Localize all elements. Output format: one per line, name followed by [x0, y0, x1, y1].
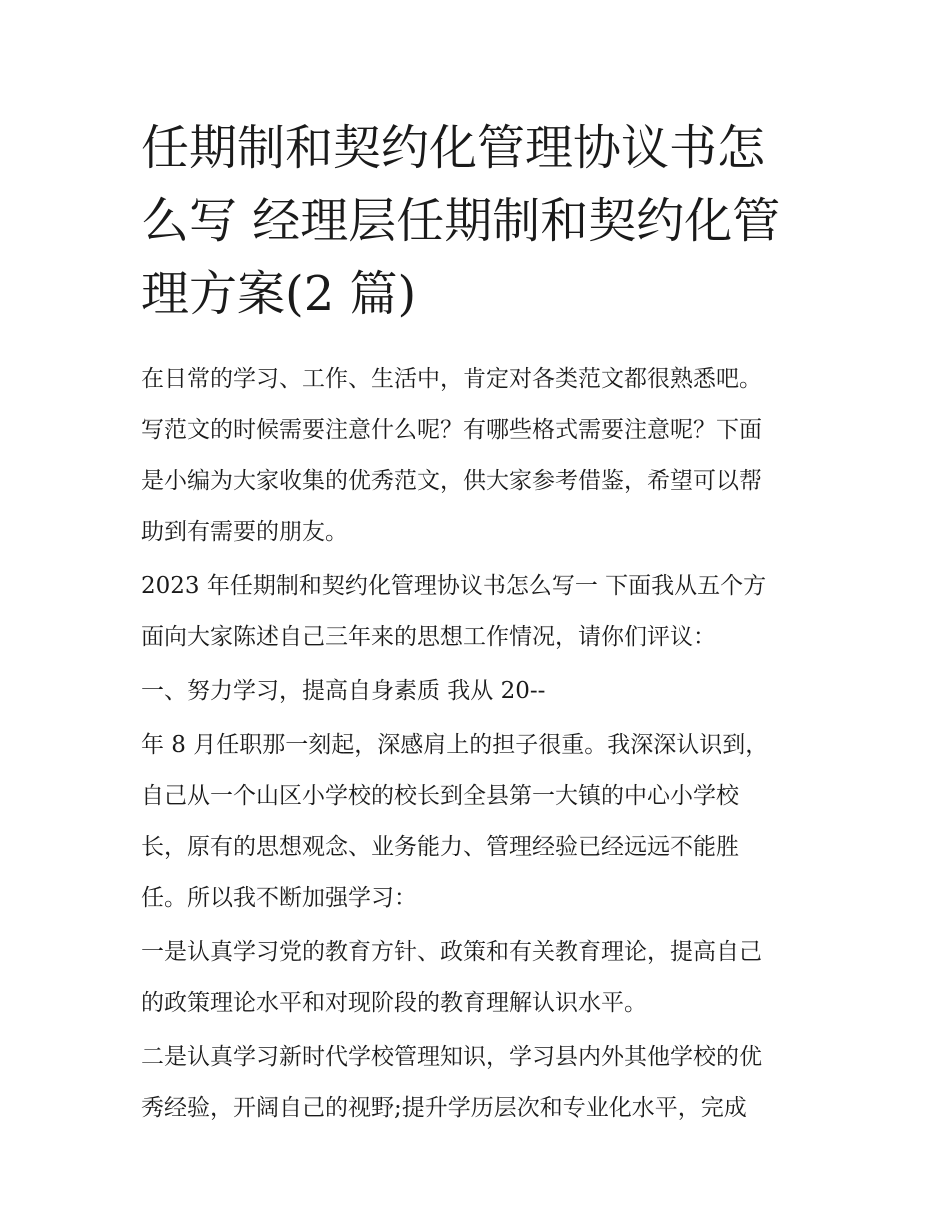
study-item-two [141, 1032, 821, 1134]
title-line: 么写 经理层任期制和契约化管 [141, 193, 781, 249]
text-line: 二是认真学习新时代学校管理知识，学习县内外其他学校的优 [141, 1044, 762, 1070]
text-line: 2023 年任期制和契约化管理协议书怎么写一 下面我从五个方 [141, 573, 767, 599]
point-one-paragraph [141, 720, 821, 924]
text-line: 任。所以我不断加强学习： [141, 885, 417, 911]
text-line: 写范文的时候需要注意什么呢？有哪些格式需要注意呢？下面 [141, 417, 762, 443]
text-line: 的政策理论水平和对现阶段的教育理解认识水平。 [141, 990, 647, 1016]
text-line: 长，原有的思想观念、业务能力、管理经验已经远远不能胜 [141, 834, 739, 860]
point-one-heading [141, 666, 821, 717]
text-line: 一是认真学习党的教育方针、政策和有关教育理论，提高自己 [141, 939, 762, 965]
document-title [141, 112, 821, 331]
title-line: 任期制和契约化管理协议书怎 [141, 120, 766, 176]
text-line: 自己从一个山区小学校的校长到全县第一大镇的中心小学校 [141, 783, 739, 809]
text-line: 助到有需要的朋友。 [141, 519, 348, 545]
intro-paragraph [141, 354, 821, 558]
text-line: 面向大家陈述自己三年来的思想工作情况，请你们评议： [141, 624, 716, 650]
study-item-one [141, 927, 821, 1029]
title-line: 理方案(2 篇) [141, 266, 417, 322]
text-line: 一、努力学习，提高自身素质 我从 20-- [141, 678, 546, 704]
text-line: 是小编为大家收集的优秀范文，供大家参考借鉴，希望可以帮 [141, 468, 762, 494]
document-body [141, 354, 821, 1137]
text-line: 秀经验，开阔自己的视野;提升学历层次和专业化水平，完成 [141, 1095, 747, 1121]
text-line: 在日常的学习、工作、生活中，肯定对各类范文都很熟悉吧。 [141, 366, 762, 392]
text-line: 年 8 月任职那一刻起，深感肩上的担子很重。我深深认识到， [141, 732, 769, 758]
section-heading-paragraph [141, 561, 821, 663]
